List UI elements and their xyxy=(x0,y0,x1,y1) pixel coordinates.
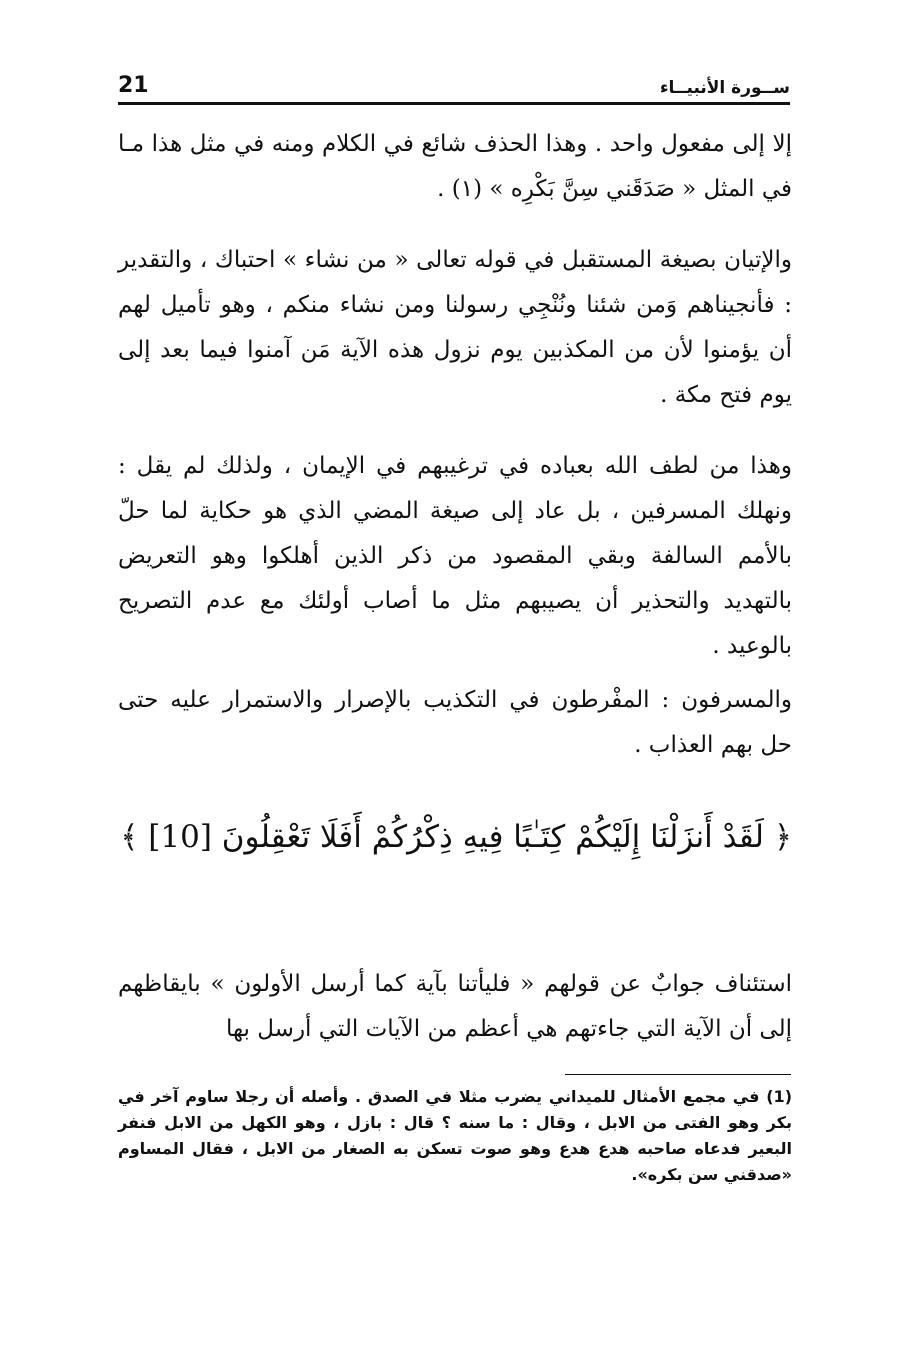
page-header xyxy=(118,62,790,105)
paragraph-1: إلا إلى مفعول واحد . وهذا الحذف شائع في الكلام ومنه في مثل هذا مـا في المثل « صَدَقَني سِنَّ بَكْرِه » (١) . xyxy=(118,131,792,202)
footnote: (1) في مجمع الأمثال للميداني يضرب مثلا في الصدق . وأصله أن رجلا ساوم آخر في بكر وهو الفتى من الابل ، وقال : ما سنه ؟ قال : بازل ، وهو الكهل من الابل فنفر البعير فدعاه صاحبه هدع هدع وهو صوت تسكن به الصغار من الابل ، فقال المساوم «صدقني سن بكره». xyxy=(118,1087,792,1184)
paragraph-2: والإتيان بصيغة المستقبل في قوله تعالى « من نشاء » احتباك ، والتقدير : فأنجيناهم وَمن شئنا ونُنْجِي رسولنا ومن نشاء منكم ، وهو تأميل لهم أن يؤمنوا لأن من المكذبين يوم نزول هذه الآية مَن آمنوا فيما بعد إلى يوم فتح مكة . xyxy=(118,247,792,408)
paragraph-4: والمسرفون : المفْرطون في التكذيب بالإصرار والاستمرار عليه حتى حل بهم العذاب . xyxy=(118,687,792,758)
paragraph-after-verse: استئناف جوابٌ عن قولهم « فليأتنا بآية كما أرسل الأولون » بايقاظهم إلى أن الآية التي جاءتهم هي أعظم من الآيات التي أرسل بها xyxy=(118,971,792,1042)
quran-verse: ﴿ لَقَدْ أَنزَلْنَا إِلَيْكُمْ كِتَـٰبًا فِيهِ ذِكْرُكُمْ أَفَلَا تَعْقِلُونَ [10] ﴾ xyxy=(120,819,792,855)
paragraph-3: وهذا من لطف الله بعباده في ترغيبهم في الإيمان ، ولذلك لم يقل : ونهلك المسرفين ، بل عاد إلى صيغة المضي الذي هو حكاية لما حلّ بالأمم السالفة وبقي المقصود من ذكر الذين أهلكوا وهو التعريض بالتهديد والتحذير أن يصيبهم مثل ما أصاب أولئك مع عدم التصريح بالوعيد . xyxy=(118,453,792,659)
running-title: ســورة الأنبيــاء xyxy=(659,78,790,98)
page-number: 21 xyxy=(118,73,149,98)
footnote-divider xyxy=(565,1074,791,1075)
